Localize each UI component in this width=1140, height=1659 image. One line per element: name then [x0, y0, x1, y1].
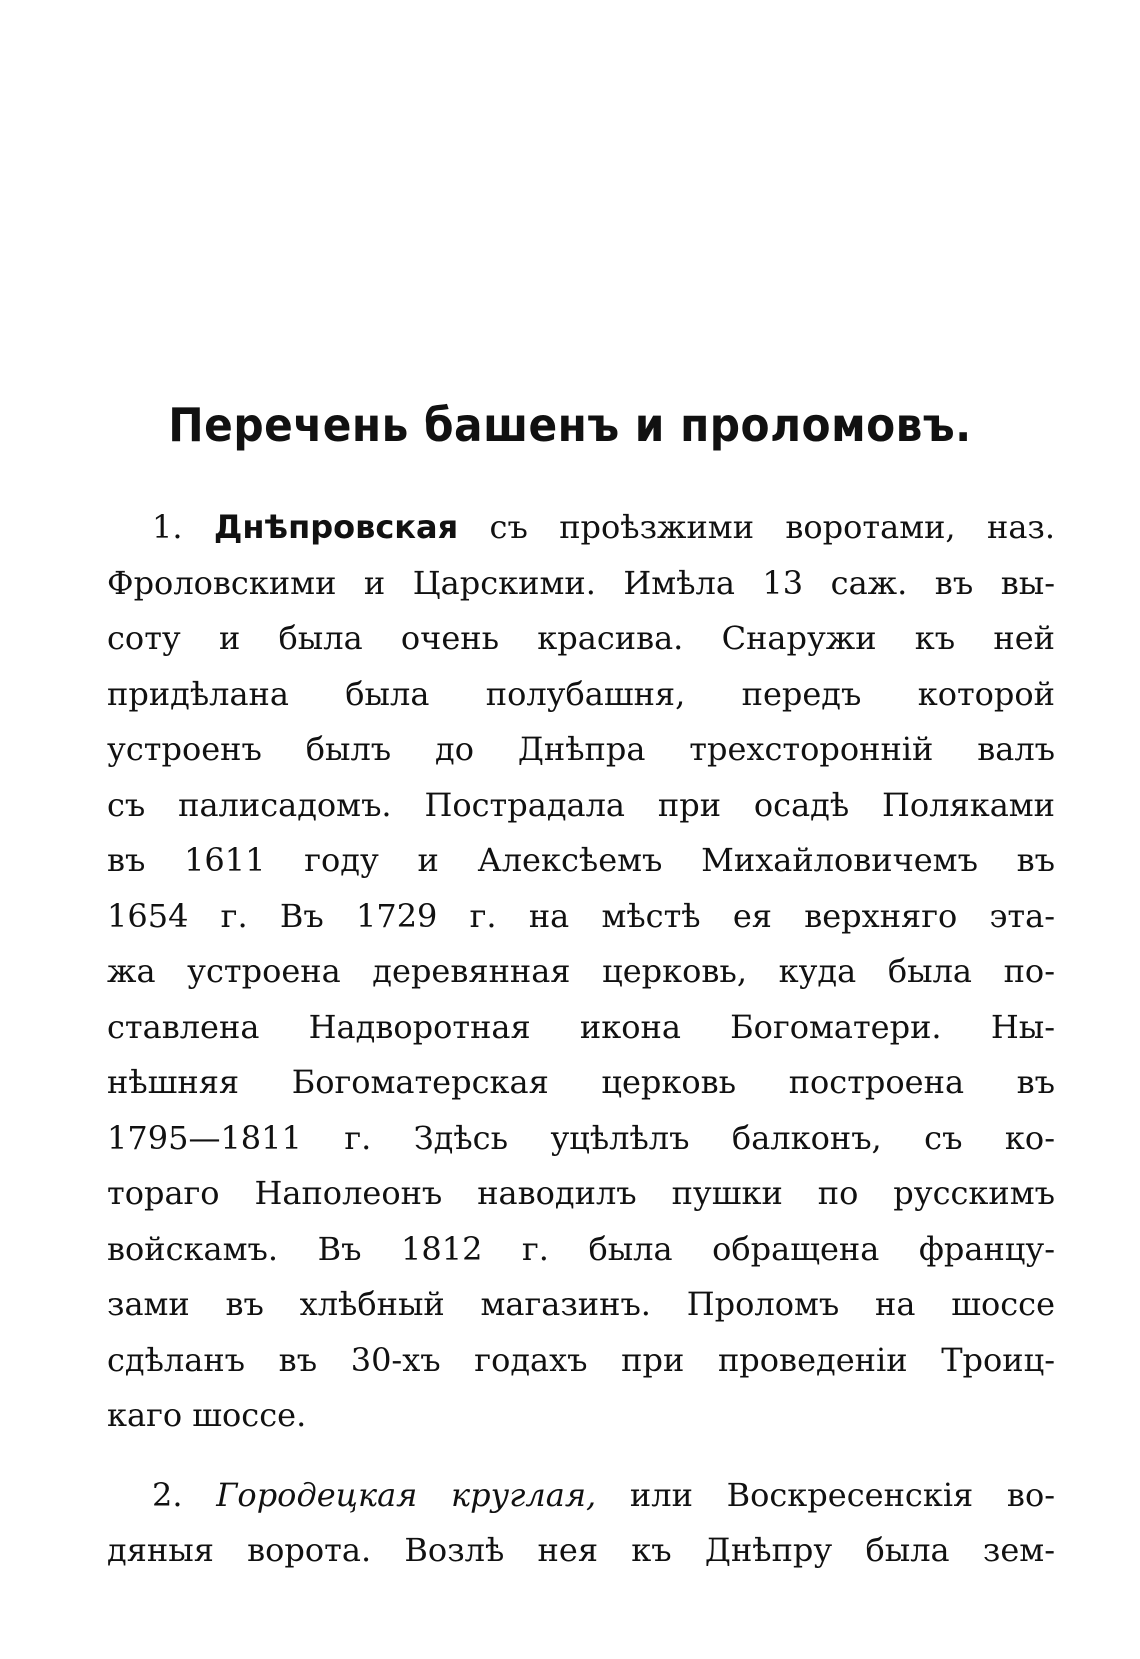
entry-text: съ проѣзжими воротами, наз.	[489, 508, 1056, 546]
page-title: Перечень башенъ и проломовъ.	[168, 398, 972, 452]
entry-number: 1.	[152, 508, 183, 546]
entry-2-first-line	[107, 1468, 1055, 1524]
entry-text: или Воскресенскія во-	[629, 1475, 1056, 1514]
text-line: Фроловскими и Царскими. Имѣла 13 саж. въ вы-	[107, 563, 1055, 602]
text-line: жа устроена деревянная церковь, куда была по-	[107, 952, 1055, 990]
text-line: дяныя ворота. Возлѣ нея къ Днѣпру была зем-	[107, 1531, 1055, 1569]
text-line: тораго Наполеонъ наводилъ пушки по русскимъ	[107, 1174, 1055, 1212]
text-line: 1654 г. Въ 1729 г. на мѣстѣ ея верхняго эта-	[107, 896, 1055, 935]
entry-name: Днѣпровская	[213, 508, 459, 546]
entry-number: 2.	[152, 1475, 183, 1514]
text-line: сдѣланъ въ 30-хъ годахъ при проведеніи Троиц-	[107, 1340, 1055, 1379]
text-line: въ 1611 году и Алексѣемъ Михайловичемъ въ	[107, 841, 1055, 879]
text-line: зами въ хлѣбный магазинъ. Проломъ на шоссе	[107, 1285, 1055, 1323]
text-line: придѣлана была полубашня, передъ которой	[107, 674, 1055, 713]
text-line: устроенъ былъ до Днѣпра трехсторонній валъ	[107, 730, 1055, 768]
text-body	[107, 500, 1055, 1579]
text-line: соту и была очень красива. Снаружи къ ней	[107, 619, 1055, 657]
text-line-last: каго шоссе.	[107, 1396, 307, 1434]
text-line: ставлена Надворотная икона Богоматери. Ны-	[107, 1007, 1055, 1046]
text-line: нѣшняя Богоматерская церковь построена въ	[107, 1063, 1055, 1101]
entry-name: Городецкая круглая,	[216, 1475, 597, 1514]
paragraph-gap	[107, 1444, 1055, 1468]
entry-1-first-line	[107, 500, 1055, 556]
text-line: съ палисадомъ. Пострадала при осадѣ Поляками	[107, 785, 1055, 824]
text-line: 1795—1811 г. Здѣсь уцѣлѣлъ балконъ, съ ко-	[107, 1118, 1055, 1157]
text-line: войскамъ. Въ 1812 г. была обращена францу-	[107, 1229, 1055, 1268]
